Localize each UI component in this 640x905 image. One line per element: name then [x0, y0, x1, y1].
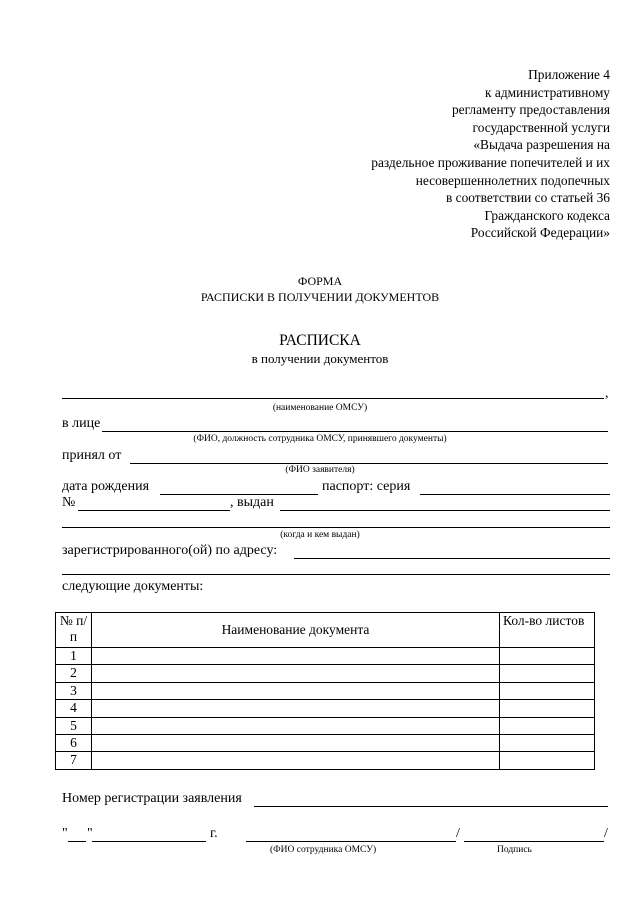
date-quote-close: ": [87, 826, 93, 841]
employee-field[interactable]: [108, 431, 608, 432]
documents-table: [55, 612, 595, 770]
address-label: зарегистрированного(ой) по адресу:: [62, 543, 278, 558]
table-row: [56, 717, 595, 734]
row-name-cell[interactable]: [92, 682, 500, 699]
receipt-title: РАСПИСКА: [279, 332, 361, 349]
accepted-from-label: принял от: [62, 448, 122, 463]
row-name-cell[interactable]: [92, 752, 500, 769]
slash-separator: /: [456, 826, 460, 841]
table-header-row: [56, 613, 595, 648]
in-person-label: в лице: [62, 416, 101, 431]
row-count-cell[interactable]: [500, 700, 595, 717]
passport-series-field[interactable]: [420, 494, 610, 495]
documents-label: следующие документы:: [62, 579, 204, 594]
row-num: 4: [56, 700, 92, 717]
date-month-year-field[interactable]: [92, 841, 206, 842]
address-continuation-field[interactable]: [62, 574, 610, 575]
signature-field[interactable]: [464, 841, 604, 842]
annex-line: Российской Федерации»: [470, 225, 610, 241]
annex-line: раздельное проживание попечителей и их: [371, 154, 610, 170]
form-header-line2: РАСПИСКИ В ПОЛУЧЕНИИ ДОКУМЕНТОВ: [200, 290, 440, 304]
row-num: 5: [56, 717, 92, 734]
applicant-caption: (ФИО заявителя): [285, 465, 355, 475]
row-count-cell[interactable]: [500, 734, 595, 751]
annex-line: регламенту предоставления: [451, 102, 610, 118]
birth-date-label: дата рождения: [62, 479, 150, 494]
row-num: 3: [56, 682, 92, 699]
employee-name-field[interactable]: [246, 841, 456, 842]
row-count-cell[interactable]: [500, 752, 595, 769]
row-count-cell[interactable]: [500, 648, 595, 665]
form-header-line1: ФОРМА: [297, 274, 343, 288]
issued-caption: (когда и кем выдан): [280, 530, 360, 540]
row-num: 7: [56, 752, 92, 769]
row-count-cell[interactable]: [500, 665, 595, 682]
signature-caption: Подпись: [497, 845, 532, 855]
table-row: [56, 734, 595, 751]
registration-field[interactable]: [254, 806, 608, 807]
number-label: №: [62, 495, 76, 510]
table-row: [56, 700, 595, 717]
table-row: [56, 752, 595, 769]
row-name-cell[interactable]: [92, 648, 500, 665]
annex-line: Гражданского кодекса: [484, 207, 610, 223]
employee-caption: (ФИО, должность сотрудника ОМСУ, принявшего документы): [193, 434, 447, 444]
omsu-name-field[interactable]: [62, 398, 604, 399]
annex-line: в соответствии со статьей 36: [445, 190, 610, 206]
issued-label: , выдан: [230, 495, 274, 510]
omsu-caption: (наименование ОМСУ): [272, 403, 368, 413]
row-count-cell[interactable]: [500, 682, 595, 699]
header-num: № п/п: [56, 613, 92, 648]
slash-end: /: [604, 826, 608, 841]
table-row: [56, 665, 595, 682]
annex-line: государственной услуги: [472, 119, 610, 135]
annex-line: к административному: [485, 84, 610, 100]
header-name: Наименование документа: [92, 613, 500, 648]
comma: ,: [605, 386, 609, 401]
receipt-subtitle: в получении документов: [251, 351, 389, 366]
employee-omsu-caption: (ФИО сотрудника ОМСУ): [270, 845, 377, 855]
row-count-cell[interactable]: [500, 717, 595, 734]
date-day-field[interactable]: [68, 841, 86, 842]
issued-field[interactable]: [280, 510, 610, 511]
row-name-cell[interactable]: [92, 717, 500, 734]
annex-block: [270, 66, 610, 242]
row-name-cell[interactable]: [92, 734, 500, 751]
annex-line: Приложение 4: [528, 67, 610, 82]
header-count: Кол-во листов: [500, 613, 595, 648]
passport-label: паспорт: серия: [322, 479, 411, 494]
annex-line: несовершеннолетних подопечных: [415, 172, 610, 188]
date-quote-open: ": [62, 826, 68, 841]
applicant-field[interactable]: [130, 463, 608, 464]
table-row: [56, 682, 595, 699]
issued-continuation-field[interactable]: [62, 527, 610, 528]
row-name-cell[interactable]: [92, 665, 500, 682]
row-num: 1: [56, 648, 92, 665]
table-row: [56, 648, 595, 665]
passport-number-field[interactable]: [78, 510, 230, 511]
row-num: 6: [56, 734, 92, 751]
annex-line: «Выдача разрешения на: [473, 137, 610, 153]
row-name-cell[interactable]: [92, 700, 500, 717]
address-field[interactable]: [294, 558, 610, 559]
year-suffix: г.: [210, 826, 218, 841]
row-num: 2: [56, 665, 92, 682]
registration-label: Номер регистрации заявления: [62, 791, 242, 806]
